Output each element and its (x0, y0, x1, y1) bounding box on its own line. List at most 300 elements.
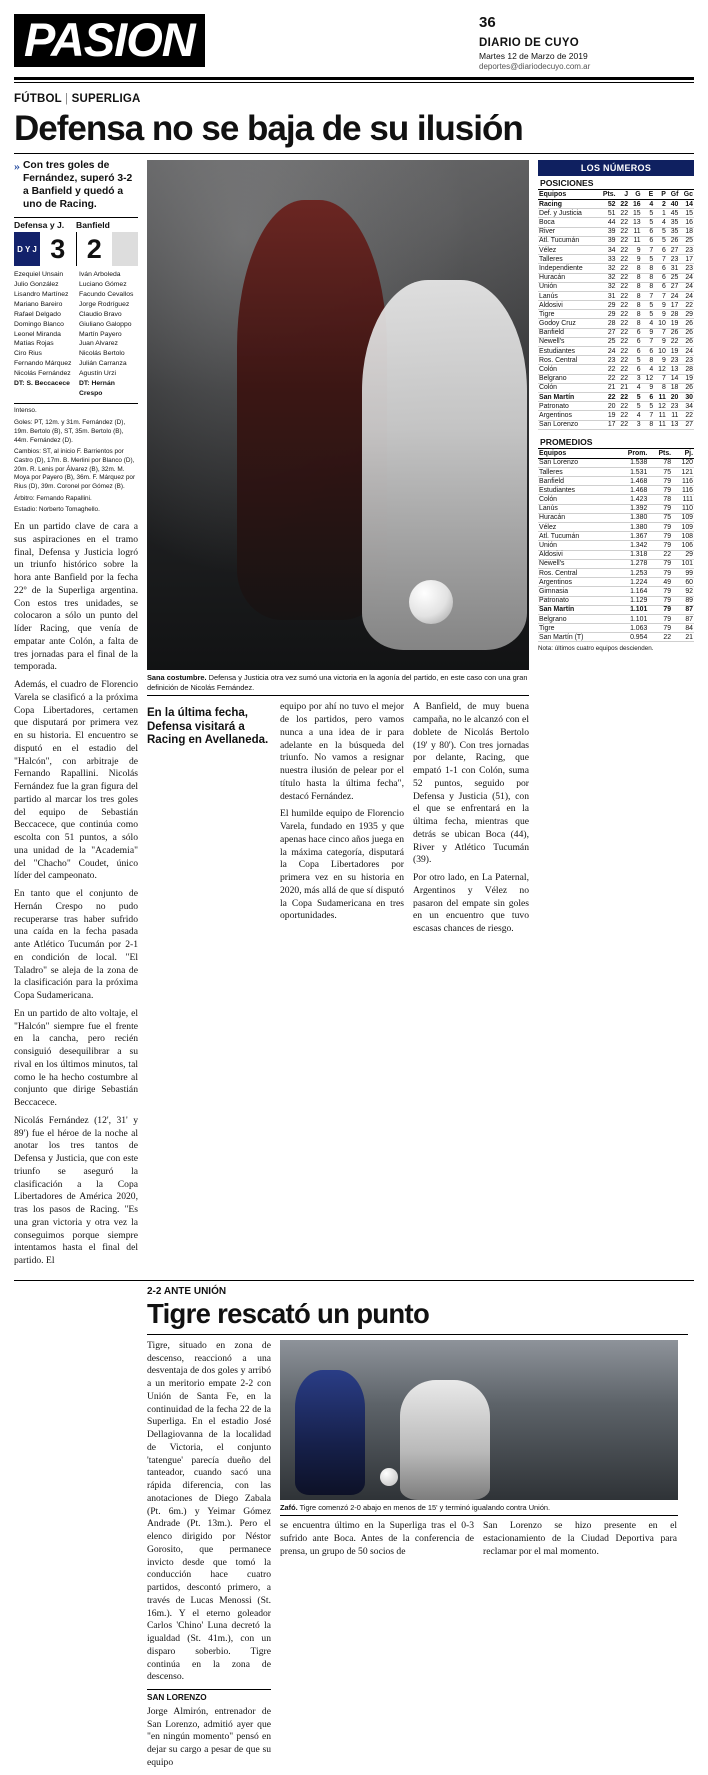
promedios-team: San Martín (T) (538, 633, 613, 642)
photo2-ball (380, 1468, 398, 1486)
standings-cell: 32 (597, 273, 616, 282)
standings-row (538, 328, 694, 337)
standings-cell: 23 (667, 402, 680, 411)
standings-cell: 45 (667, 209, 680, 218)
standings-cell: 13 (667, 420, 680, 429)
standings-cell: 22 (616, 301, 629, 310)
standings-cell: 22 (616, 273, 629, 282)
standings-team: Patronato (538, 402, 597, 411)
standings-cell: 22 (616, 365, 629, 374)
standings-cell: 6 (642, 347, 655, 356)
photo-ball (409, 580, 453, 624)
photo2-player-home (295, 1370, 365, 1495)
standings-cell: 8 (642, 356, 655, 365)
secondary-col-1 (147, 1340, 271, 1775)
standings-row (538, 356, 694, 365)
player-name: Leonel Miranda (14, 330, 61, 338)
promedios-cell: 1.164 (613, 587, 648, 596)
standings-cell: 22 (616, 420, 629, 429)
promedios-cell: 111 (672, 495, 694, 504)
standings-cell: 8 (654, 383, 667, 392)
paragraph: A Banfield, de muy buena campaña, no le alcanzó con el doblete de Nicolás Bertolo (19' y 80'). Con tres jornadas por delante, Racing, que empató 1-1 con Colón, suma 52 puntos, seguido por Defensa y Justicia (51), con el que se enfrentará en la última fecha, mientras que detrás se ubican Boca (44), River y Atlético Tucumán (39). (413, 701, 529, 866)
standings-row (538, 420, 694, 429)
standings-cell: 18 (667, 383, 680, 392)
standings-row (538, 319, 694, 328)
standings-cell: 9 (629, 245, 642, 254)
team-right-goals: 2 (86, 233, 102, 264)
caption-lead: Sana costumbre. (147, 673, 207, 683)
standings-cell: 13 (667, 365, 680, 374)
paragraph: se encuentra último en la Superliga tras el 0-3 sufrido ante Boca. Antes de la conferencia de prensa, un grupo de 50 socios de (280, 1520, 474, 1557)
standings-row (538, 383, 694, 392)
paper-email: deportes@diariodecuyo.com.ar (479, 62, 591, 71)
player-name: Ezequiel Unsain (14, 271, 64, 279)
main-photo-caption (147, 673, 529, 696)
player-name: Lisandro Martínez (14, 291, 69, 299)
caption-text: Defensa y Justicia otra vez sumó una victoria en la agonía del partido, en este caso con una gran definición de Nicolás Fernández. (147, 673, 528, 692)
promedios-row (538, 541, 694, 550)
standings-cell: 11 (654, 411, 667, 420)
promedios-row (538, 605, 694, 614)
player-name: Rafael Delgado (14, 310, 61, 318)
promedios-team: Lanús (538, 504, 613, 513)
standings-cell: 9 (629, 255, 642, 264)
standings-cell: 31 (667, 264, 680, 273)
standings-team: Estudiantes (538, 347, 597, 356)
standings-row (538, 374, 694, 383)
promedios-row (538, 559, 694, 568)
secondary-photo (280, 1340, 678, 1500)
promedios-cell: 116 (672, 477, 694, 486)
paragraph: Nicolás Fernández (12', 31' y 89') fue el héroe de la noche al anotar los tres tantos de Defensa y Justicia, que con este triunfo se aseguró la clasificación a la Copa Libertadores de América 2020, tras los pasos de Racing. "Es una gran victoria y otra vez la conseguimos porque siempre intentamos hasta el final del partido. El (14, 1114, 138, 1267)
promedios-cell: 1.380 (613, 523, 648, 532)
standings-cell: 19 (597, 411, 616, 420)
standings-cell: 5 (654, 236, 667, 245)
standings-cell: 22 (616, 209, 629, 218)
standings-cell: 26 (679, 319, 694, 328)
promedios-header-row (538, 449, 694, 459)
standings-team: Tigre (538, 310, 597, 319)
lineups (14, 270, 138, 398)
promedios-cell: 79 (648, 596, 672, 605)
standings-row (538, 264, 694, 273)
promedios-cell: 79 (648, 523, 672, 532)
section-kicker (14, 93, 694, 105)
player-name: Juan Alvarez (79, 340, 118, 348)
promedios-team: Vélez (538, 523, 613, 532)
secondary-photo-caption (280, 1503, 678, 1517)
secondary-divider (147, 1334, 688, 1335)
standings-cell: 15 (679, 209, 694, 218)
promedios-cell: 79 (648, 624, 672, 633)
scoreboard (14, 232, 138, 266)
masthead-info (479, 14, 694, 71)
standings-cell: 8 (629, 319, 642, 328)
promedios-cell: 101 (672, 559, 694, 568)
player-name: Nicolás Bertolo (79, 350, 125, 358)
standings-cell: 39 (597, 236, 616, 245)
subsection-name: SUPERLIGA (71, 93, 141, 105)
logo-text: PASION (24, 13, 195, 66)
center-col-c (413, 701, 529, 941)
standings-row (538, 236, 694, 245)
promedios-cell: 29 (672, 550, 694, 559)
standings-row (538, 200, 694, 209)
promedios-row (538, 513, 694, 522)
standings-cell: 22 (667, 337, 680, 346)
standings-cell: 22 (616, 328, 629, 337)
col-equipos: Equipos (538, 190, 597, 200)
standings-cell: 5 (642, 218, 655, 227)
team-left-crest: D Y J (14, 232, 40, 266)
promedios-cell: 1.342 (613, 541, 648, 550)
promedios-team: Newell's (538, 559, 613, 568)
standings-cell: 28 (667, 310, 680, 319)
standings-cell: 5 (654, 227, 667, 236)
standings-team: Lanús (538, 291, 597, 300)
standings-cell: 24 (597, 347, 616, 356)
standings-cell: 27 (597, 328, 616, 337)
promedios-cell: 79 (648, 559, 672, 568)
paragraph: Jorge Almirón, entrenador de San Lorenzo, admitió ayer que "en ningún momento" pensó en dejar su cargo a pesar de que su equipo (147, 1705, 271, 1768)
standings-cell: 26 (667, 236, 680, 245)
standings-cell: 23 (667, 255, 680, 264)
standings-cell: 10 (654, 319, 667, 328)
masthead (14, 0, 694, 71)
lead-text: Con tres goles de Fernández, superó 3-2 a Banfield y quedó a uno de Racing. (23, 160, 133, 210)
match-detail-line: Cambios: ST, al inicio F. Barrientos por Castro (D), 17m. B. Merlini por Blanco (D), 20m. R. Lenis por Álvarez (B), 32m. M. Moya por Payero (B), 36m. F. Márquez por Rius (D), 39m. Coronel por Gómez (B). (14, 448, 136, 491)
standings-cell: 25 (597, 337, 616, 346)
standings-cell: 6 (654, 273, 667, 282)
standings-cell: 52 (597, 200, 616, 209)
promedios-cell: 108 (672, 532, 694, 541)
standings-team: Aldosivi (538, 301, 597, 310)
promedios-cell: 79 (648, 532, 672, 541)
col-e: E (642, 190, 655, 200)
standings-cell: 19 (679, 374, 694, 383)
standings-cell: 6 (654, 245, 667, 254)
match-detail-line: Goles: PT, 12m. y 31m. Fernández (D), 19m. Bertolo (B), ST, 35m. Bertolo (B), 44m. Fernández (D). (14, 419, 126, 444)
promedios-cell: 79 (648, 541, 672, 550)
team-left-goals: 3 (50, 233, 66, 264)
player-name: Martín Payero (79, 330, 122, 338)
standings-cell: 8 (629, 264, 642, 273)
col-pts-prom: Pts. (648, 449, 672, 459)
standings-cell: 35 (667, 218, 680, 227)
standings-team: Ros. Central (538, 356, 597, 365)
promedios-row (538, 550, 694, 559)
paragraph: En un partido clave de cara a sus aspiraciones en el tramo final, Defensa y Justicia logró un triunfo histórico sobre la hora ante Banfield por la fecha 22º de la Superliga argentina. Con estos tres unidades, se colocaron a sólo un punto del líder Racing, que venía de empatar ante Colón, a falta de tres jornadas para el final de la temporada. (14, 521, 138, 673)
standings-cell: 22 (616, 356, 629, 365)
standings-cell: 1 (654, 209, 667, 218)
standings-row (538, 209, 694, 218)
promedios-cell: 1.380 (613, 513, 648, 522)
panel-title: LOS NÚMEROS (538, 160, 694, 176)
standings-cell: 5 (642, 209, 655, 218)
team-right-crest (112, 232, 138, 266)
promedios-row (538, 596, 694, 605)
promedios-team: Aldosivi (538, 550, 613, 559)
standings-cell: 6 (629, 365, 642, 374)
player-name: Matías Rojas (14, 340, 54, 348)
promedios-cell: 1.367 (613, 532, 648, 541)
standings-cell: 20 (667, 392, 680, 401)
center-col-b (280, 701, 404, 941)
col-gf: Gf (667, 190, 680, 200)
secondary-main (147, 1286, 688, 1775)
player-name: Julián Carranza (79, 360, 127, 368)
secondary-col-2 (280, 1340, 678, 1775)
standings-cell: 8 (642, 282, 655, 291)
match-detail-line: Árbitro: Fernando Rapallini. (14, 494, 92, 502)
standings-cell: 23 (667, 356, 680, 365)
player-name: Claudio Bravo (79, 310, 122, 318)
standings-cell: 8 (629, 301, 642, 310)
standings-cell: 44 (597, 218, 616, 227)
promedios-team: Tigre (538, 624, 613, 633)
promedios-label: PROMEDIOS (538, 435, 694, 449)
standings-cell: 17 (597, 420, 616, 429)
standings-cell: 17 (667, 301, 680, 310)
standings-cell: 8 (629, 282, 642, 291)
promedios-row (538, 614, 694, 623)
standings-cell: 24 (679, 282, 694, 291)
promedios-cell: 116 (672, 486, 694, 495)
standings-cell: 6 (654, 282, 667, 291)
standings-cell: 23 (597, 356, 616, 365)
standings-row (538, 365, 694, 374)
standings-cell: 27 (679, 420, 694, 429)
standings-cell: 7 (642, 291, 655, 300)
standings-cell: 22 (616, 227, 629, 236)
standings-cell: 26 (679, 383, 694, 392)
standings-cell: 31 (597, 291, 616, 300)
left-column (14, 160, 138, 1273)
promedios-cell: 79 (648, 568, 672, 577)
standings-cell: 7 (654, 291, 667, 300)
standings-cell: 5 (642, 301, 655, 310)
promedios-cell: 79 (648, 477, 672, 486)
promedios-team: Patronato (538, 596, 613, 605)
stats-panel (538, 160, 694, 1273)
standings-cell: 4 (654, 218, 667, 227)
scoreboard-teams (14, 217, 138, 230)
secondary-spacer (14, 1286, 138, 1775)
standings-cell: 11 (629, 227, 642, 236)
promedios-cell: 78 (648, 458, 672, 467)
match-detail-line: Intenso. (14, 407, 37, 415)
standings-cell: 11 (654, 420, 667, 429)
standings-cell: 8 (642, 273, 655, 282)
standings-row (538, 337, 694, 346)
standings-header-row (538, 190, 694, 200)
player-name: Ciro Rius (14, 350, 42, 358)
paragraph: El humilde equipo de Florencio Varela, fundado en 1935 y que apenas hace cinco años juega en la máxima categoría, disputará la Copa Libertadores por primera vez en su historia en 2020, más allá de que sí disputó la Copa Sudamericana en tres oportunidades. (280, 808, 404, 922)
paper-date: Martes 12 de Marzo de 2019 (479, 51, 588, 61)
standings-cell: 5 (629, 402, 642, 411)
standings-cell: 12 (654, 402, 667, 411)
player-name: Facundo Cevallos (79, 291, 134, 299)
lineup-left (14, 270, 73, 398)
center-column (147, 160, 529, 1273)
standings-team: Banfield (538, 328, 597, 337)
promedios-team: San Lorenzo (538, 458, 613, 467)
main-columns (14, 160, 694, 1273)
standings-team: Newell's (538, 337, 597, 346)
standings-cell: 35 (667, 227, 680, 236)
standings-cell: 22 (616, 347, 629, 356)
standings-cell: 23 (679, 356, 694, 365)
standings-team: Huracán (538, 273, 597, 282)
standings-cell: 23 (679, 245, 694, 254)
lead-block (14, 160, 138, 211)
promedios-cell: 1.129 (613, 596, 648, 605)
standings-team: San Lorenzo (538, 420, 597, 429)
standings-cell: 9 (654, 337, 667, 346)
standings-cell: 34 (679, 402, 694, 411)
standings-team: Atl. Tucumán (538, 236, 597, 245)
headline-divider (14, 153, 694, 154)
standings-cell: 8 (642, 264, 655, 273)
standings-cell: 22 (616, 264, 629, 273)
standings-cell: 32 (597, 264, 616, 273)
standings-cell: 8 (629, 310, 642, 319)
promedios-cell: 22 (648, 633, 672, 642)
standings-team: Colón (538, 365, 597, 374)
standings-cell: 4 (642, 365, 655, 374)
standings-cell: 17 (679, 255, 694, 264)
coach-right: DT: Hernán Crespo (79, 379, 115, 397)
promedios-cell: 79 (648, 486, 672, 495)
player-name: Domingo Blanco (14, 320, 64, 328)
promedios-cell: 60 (672, 578, 694, 587)
standings-cell: 51 (597, 209, 616, 218)
standings-cell: 7 (642, 337, 655, 346)
player-name: Nicolás Fernández (14, 369, 71, 377)
standings-row (538, 402, 694, 411)
caption2-text: Tigre comenzó 2-0 abajo en menos de 15' y terminó igualando contra Unión. (297, 1502, 551, 1512)
player-name: Julio González (14, 281, 59, 289)
masthead-divider-2 (14, 82, 694, 83)
standings-cell: 13 (629, 218, 642, 227)
promedios-cell: 75 (648, 467, 672, 476)
standings-cell: 12 (642, 374, 655, 383)
promedios-row (538, 504, 694, 513)
promedios-cell: 0.954 (613, 633, 648, 642)
photo2-player-away (400, 1380, 490, 1500)
secondary-article (14, 1280, 694, 1775)
promedios-cell: 99 (672, 568, 694, 577)
caption2-lead: Zafó. (280, 1502, 298, 1512)
standings-cell: 19 (667, 319, 680, 328)
lineup-right (79, 270, 138, 398)
col-p: P (654, 190, 667, 200)
paragraph: Por otro lado, en La Paternal, Argentinos y Vélez no pasaron del empate sin goles en un encuentro que tuvo escasas chances de riesgo. (413, 872, 529, 935)
col-j: J (616, 190, 629, 200)
promedios-cell: 79 (648, 605, 672, 614)
secondary-kicker: 2-2 ANTE UNIÓN (147, 1285, 227, 1297)
standings-cell: 22 (616, 255, 629, 264)
standings-cell: 14 (667, 374, 680, 383)
team-left-name: Defensa y J. (14, 220, 65, 231)
standings-team: Racing (538, 200, 597, 209)
standings-cell: 39 (597, 227, 616, 236)
standings-cell: 25 (667, 273, 680, 282)
standings-row (538, 218, 694, 227)
standings-cell: 28 (597, 319, 616, 328)
standings-cell: 5 (642, 310, 655, 319)
standings-cell: 9 (642, 383, 655, 392)
standings-cell: 24 (679, 273, 694, 282)
standings-row (538, 245, 694, 254)
standings-cell: 22 (616, 319, 629, 328)
standings-cell: 8 (629, 291, 642, 300)
paragraph: Además, el cuadro de Florencio Varela se clasificó a la próxima Copa Libertadores, certamen que disputará por primera vez en su historia. El encuentro se disputó en el estadio del "Halcón", con arbitraje de Fernando Rapallini. Nicolás Fernández fue la gran figura del partido al marcar los tres goles del equipo de Sebastián Beccacece, que continúa como escolta con 51 puntos, a sólo una unidad de la "Academia" del "Chacho" Coudet, único líder del campeonato. (14, 679, 138, 882)
standings-row (538, 347, 694, 356)
standings-cell: 18 (679, 227, 694, 236)
standings-cell: 23 (679, 264, 694, 273)
promedios-row (538, 587, 694, 596)
col-equipos-prom: Equipos (538, 449, 613, 459)
standings-cell: 29 (679, 310, 694, 319)
secondary-columns (147, 1340, 688, 1775)
standings-cell: 22 (616, 218, 629, 227)
standings-cell: 7 (654, 374, 667, 383)
standings-cell: 7 (642, 411, 655, 420)
standings-cell: 16 (679, 218, 694, 227)
standings-cell: 22 (616, 236, 629, 245)
standings-team: San Martín (538, 392, 597, 401)
promedios-cell: 79 (648, 587, 672, 596)
standings-cell: 22 (616, 282, 629, 291)
standings-cell: 4 (642, 319, 655, 328)
standings-cell: 20 (597, 402, 616, 411)
coach-left: DT: S. Beccacece (14, 379, 70, 387)
standings-row (538, 310, 694, 319)
standings-cell: 11 (629, 236, 642, 245)
player-name: Iván Arboleda (79, 271, 121, 279)
promedios-team: San Martín (538, 605, 613, 614)
promedios-row (538, 633, 694, 642)
standings-cell: 9 (654, 356, 667, 365)
standings-cell: 26 (679, 328, 694, 337)
promedios-cell: 92 (672, 587, 694, 596)
lead-arrows-icon: » (14, 159, 18, 174)
standings-cell: 4 (629, 411, 642, 420)
standings-cell: 22 (616, 374, 629, 383)
standings-cell: 22 (616, 245, 629, 254)
standings-cell: 22 (616, 200, 629, 209)
standings-cell: 9 (654, 310, 667, 319)
center-sub-columns (147, 701, 529, 941)
promedios-cell: 49 (648, 578, 672, 587)
standings-cell: 22 (597, 374, 616, 383)
promedios-cell: 109 (672, 513, 694, 522)
standings-cell: 5 (642, 255, 655, 264)
promedios-team: Estudiantes (538, 486, 613, 495)
section-name: FÚTBOL (14, 93, 62, 105)
standings-cell: 6 (629, 337, 642, 346)
main-headline: Defensa no se baja de su ilusión (14, 109, 523, 148)
promedios-cell: 1.063 (613, 624, 648, 633)
standings-cell: 7 (654, 328, 667, 337)
standings-team: Argentinos (538, 411, 597, 420)
publication-logo (14, 14, 205, 67)
section-separator: | (65, 93, 69, 105)
promedios-cell: 75 (648, 513, 672, 522)
promedios-cell: 1.423 (613, 495, 648, 504)
standings-cell: 2 (654, 200, 667, 209)
